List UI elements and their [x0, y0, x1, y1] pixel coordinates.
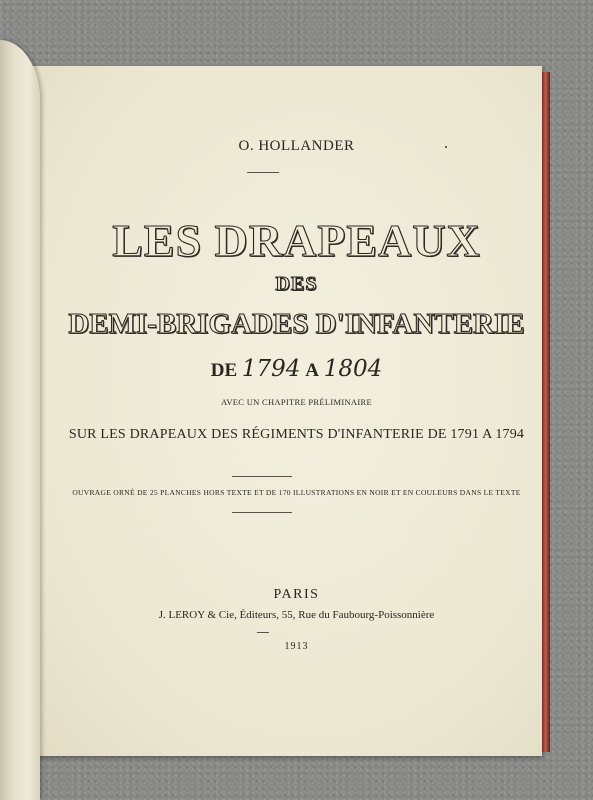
- date-end: 1804: [323, 356, 383, 382]
- title-page: [26, 66, 542, 756]
- date-range: [0, 356, 593, 382]
- rule-below-note: [232, 512, 292, 513]
- author-name: O. HOLLANDER: [238, 138, 355, 154]
- illustrations-note: OUVRAGE ORNÉ DE 25 PLANCHES HORS TEXTE ET DE 170 ILLUSTRATIONS EN NOIR ET EN COULEURS DANS LE TEXTE: [72, 488, 521, 497]
- title-line-1: LES DRAPEAUX: [112, 215, 481, 266]
- date-start: 1794: [241, 356, 301, 382]
- publication-city: PARIS: [273, 587, 320, 602]
- subtitle: SUR LES DRAPEAUX DES RÉGIMENTS D'INFANTERIE DE 1791 A 1794: [68, 427, 525, 442]
- rule-under-author: [247, 172, 279, 173]
- date-a: A: [305, 360, 319, 381]
- rule-above-year: [257, 632, 269, 633]
- title-line-2: DES: [275, 273, 318, 295]
- rule-above-note: [232, 476, 292, 477]
- chapter-note: AVEC UN CHAPITRE PRÉLIMINAIRE: [221, 397, 372, 407]
- title-line-3: DEMI-BRIGADES D'INFANTERIE: [68, 308, 525, 340]
- publisher-line: J. LEROY & Cie, Éditeurs, 55, Rue du Faubourg-Poissonnière: [158, 609, 435, 621]
- date-de: DE: [210, 360, 238, 381]
- publication-year: 1913: [284, 641, 309, 652]
